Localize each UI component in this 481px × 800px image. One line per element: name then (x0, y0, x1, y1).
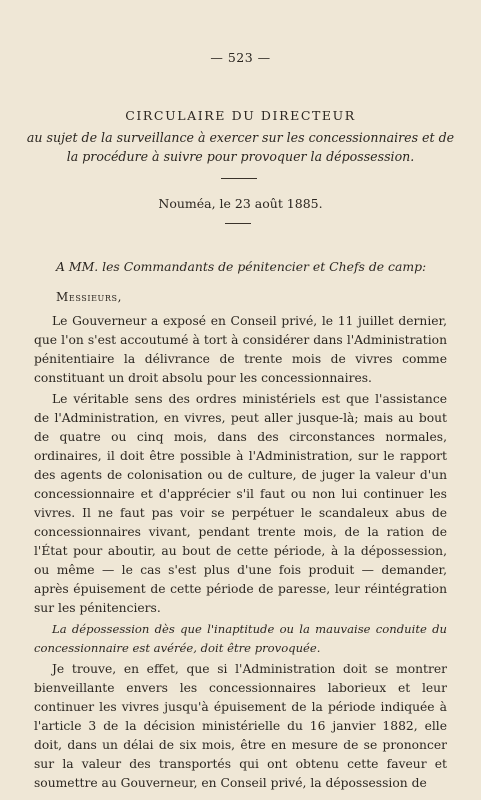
dateline: Nouméa, le 23 août 1885. (158, 196, 323, 211)
paragraph: Le véritable sens des ordres ministériels est que l'assistance de l'Administration, en vivres, peut aller jusque-là; mais au bout de quatre ou cinq mois, dans des circonstances normales, ordinaires, il doit être possible à l'Administration, sur le rapport des agents de colonisation ou de culture, de juger la valeur d'un concessionnaire et d'apprécier s'il faut ou non lui continuer les vivres. Il ne faut pas voir se perpétuer le scandaleux abus de concessionnaires vivant, pendant trente mois, de la ration de l'État pour aboutir, au bout de cette période, à la dépossession, ou même — le cas s'est plus d'une fois produit — demander, après épuisement de cette période de paresse, leur réintégration sur les pénitenciers. (34, 392, 447, 615)
paragraph-italic: La dépossession dès que l'inaptitude ou la mauvaise conduite du concessionnaire est avérée, doit être provoquée. (34, 622, 447, 655)
page-number: — 523 — (210, 50, 271, 65)
paragraph: Je trouve, en effet, que si l'Administration doit se montrer bienveillante envers les concessionnaires laborieux et leur continuer les vivres jusqu'à épuisement de la période indiquée à l'article 3 de la décision ministérielle du 16 janvier 1882, elle doit, dans un délai de six mois, être en mesure de se prononcer sur la valeur des transportés qui ont obtenu cette faveur et soumettre au Gouverneur, en Conseil privé, la dépossession de (34, 662, 447, 790)
circular-title: CIRCULAIRE DU DIRECTEUR (125, 108, 356, 123)
addressee: A MM. les Commandants de pénitencier et Chefs de camp: (56, 259, 427, 274)
salutation: Messieurs, (56, 290, 123, 304)
body-text (34, 312, 447, 795)
circular-subtitle: au sujet de la surveillance à exercer sur les concessionnaires et de la procédure à suivre pour provoquer la dépossession. (26, 130, 455, 164)
paragraph: Le Gouverneur a exposé en Conseil privé, le 11 juillet dernier, que l'on s'est accoutumé à tort à considérer dans l'Administration pénitentiaire la délivrance de trente mois de vivres comme constituant un droit absolu pour les concessionnaires. (34, 314, 447, 385)
divider-rule (221, 178, 257, 179)
divider-rule (225, 223, 251, 224)
